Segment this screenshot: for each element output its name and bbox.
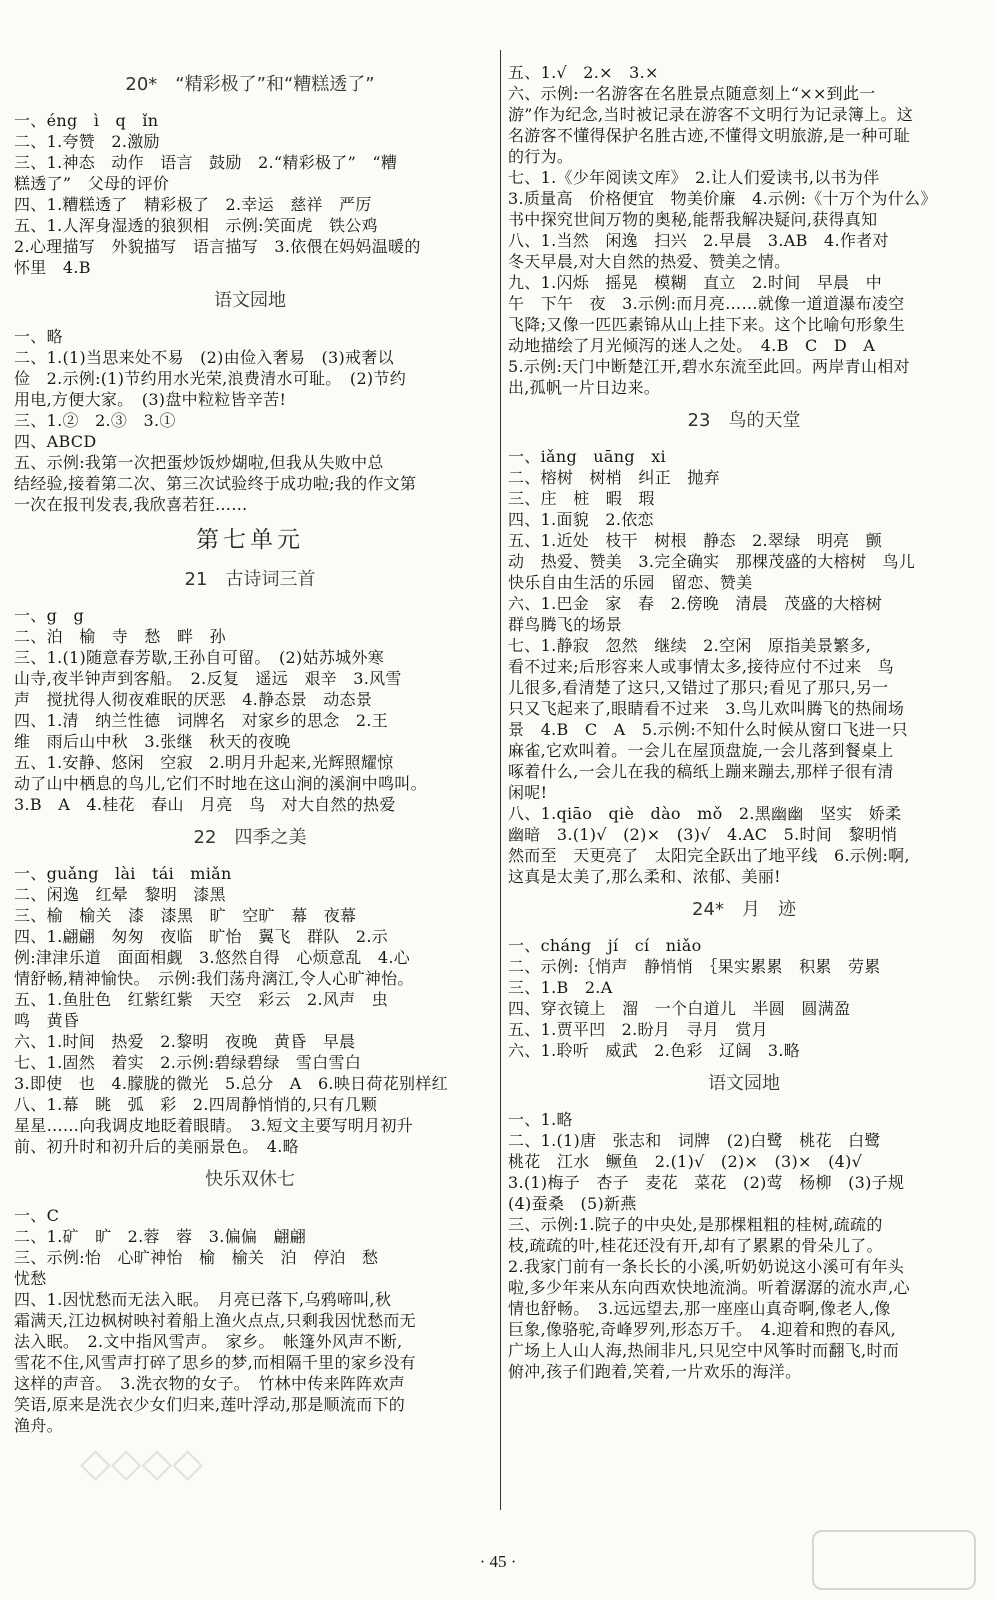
answer-line: 俭 2.示例:(1)节约用水光荣,浪费清水可耻。 (2)节约 <box>14 369 407 388</box>
answer-line: 的行为。 <box>508 147 574 166</box>
answer-line: 维 雨后山中秋 3.张继 秋天的夜晚 <box>14 732 291 751</box>
answer-line: 六、1.时间 热爱 2.黎明 夜晚 黄昏 早晨 <box>14 1032 356 1051</box>
answer-line: 麻雀,它欢叫着。一会儿在屋顶盘旋,一会儿落到餐桌上 <box>508 741 894 760</box>
answer-line: 五、1.贾平凹 2.盼月 寻月 赏月 <box>508 1020 768 1039</box>
answer-line: 二、榕树 树梢 纠正 抛弃 <box>508 468 720 487</box>
answer-line: 三、榆 榆关 漆 漆黑 旷 空旷 幕 夜幕 <box>14 906 357 925</box>
answer-line: 四、穿衣镜上 溜 一个白道儿 半圆 圆满盈 <box>508 999 851 1018</box>
answer-line: 五、1.人浑身湿透的狼狈相 示例:笑面虎 铁公鸡 <box>14 216 378 235</box>
answer-line: 书中探究世间万物的奥秘,能帮我解决疑问,获得真知 <box>508 210 878 229</box>
answer-line: 雪花不住,风雪声打碎了思乡的梦,而相隔千里的家乡没有 <box>14 1353 416 1372</box>
answer-line: 前、初升时和初升后的美丽景色。 4.略 <box>14 1137 299 1156</box>
answer-line: 3.B A 4.桂花 春山 月亮 鸟 对大自然的热爱 <box>14 795 396 814</box>
section-heading: 语文园地 <box>214 290 286 311</box>
section-heading: 语文园地 <box>708 1073 780 1094</box>
answer-line: 动了山中栖息的鸟儿,它们不时地在这山涧的溪涧中鸣叫。 <box>14 774 427 793</box>
answer-line: 四、1.清 纳兰性德 词牌名 对家乡的思念 2.王 <box>14 711 389 730</box>
answer-line: 啦,多少年来从东向西欢快地流淌。听着潺潺的流水声,心 <box>508 1278 910 1297</box>
column-divider <box>500 50 501 1510</box>
answer-line: 法入眠。 2.文中指风雪声。 家乡。 帐篷外风声不断, <box>14 1332 403 1351</box>
answer-line: 四、ABCD <box>14 432 97 451</box>
answer-line: 一、iǎng uāng xi <box>508 447 666 466</box>
answer-line: 动地描绘了月光倾泻的迷人之处。 4.B C D A <box>508 336 876 355</box>
answer-line: 一、éng ì q ǐn <box>14 111 159 130</box>
answer-line: 午 下午 夜 3.示例:而月亮……就像一道道瀑布凌空 <box>508 294 905 313</box>
answer-line: 五、1.鱼肚色 红紫红紫 天空 彩云 2.风声 虫 <box>14 990 389 1009</box>
watermark-stamp: ◇◇◇◇ <box>80 1440 204 1486</box>
answer-line: 八、1.qiāo qiè dào mǒ 2.黑幽幽 坚实 娇柔 <box>508 804 902 823</box>
answer-line: 渔舟。 <box>14 1416 63 1435</box>
answer-line: 冬天早晨,对大自然的热爱、赞美之情。 <box>508 252 791 271</box>
answer-line: 五、示例:我第一次把蛋炒饭炒煳啦,但我从失败中总 <box>14 453 384 472</box>
answer-line: 六、示例:一名游客在名胜景点随意刻上“××到此一 <box>508 84 876 103</box>
answer-line: 一、guǎng lài tái miǎn <box>14 864 232 883</box>
answer-line: 幽暗 3.(1)√ (2)× (3)√ 4.AC 5.时间 黎明悄 <box>508 825 898 844</box>
answer-line: 三、1.② 2.③ 3.① <box>14 411 176 430</box>
answer-line: 二、闲逸 红晕 黎明 漆黑 <box>14 885 226 904</box>
watermark-logo <box>812 1530 976 1590</box>
answer-line: 一、C <box>14 1206 60 1225</box>
page-number: · 45 · <box>479 1552 517 1571</box>
answer-line: 情舒畅,精神愉快。 示例:我们荡舟漓江,令人心旷神怡。 <box>14 969 414 988</box>
answer-line: 五、1.安静、悠闲 空寂 2.明月升起来,光辉照耀惊 <box>14 753 394 772</box>
answer-line: 游”作为纪念,当时被记录在游客不文明行为记录簿上。这 <box>508 105 914 124</box>
answer-line: 二、泊 榆 寺 愁 畔 孙 <box>14 627 226 646</box>
answer-line: 啄着什么,一会儿在我的稿纸上蹦来蹦去,那样子很有清 <box>508 762 894 781</box>
answer-line: 霜满天,江边枫树映衬着船上渔火点点,只剩我因忧愁而无 <box>14 1311 416 1330</box>
answer-line: 五、1.√ 2.× 3.× <box>508 63 659 82</box>
answer-line: 二、1.(1)唐 张志和 词牌 (2)白鹭 桃花 白鹭 <box>508 1131 881 1150</box>
unit-title: 第七单元 <box>196 527 304 553</box>
answer-line: 情也舒畅。 3.远远望去,那一座座山真奇啊,像老人,像 <box>508 1299 891 1318</box>
answer-line: 5.示例:天门中断楚江开,碧水东流至此回。两岸青山相对 <box>508 357 910 376</box>
answer-line: 鸣 黄昏 <box>14 1011 80 1030</box>
section-heading: 21 古诗词三首 <box>184 569 316 590</box>
right-column <box>508 62 980 1382</box>
answer-line: 飞降;又像一匹匹素锦从山上挂下来。这个比喻句形象生 <box>508 315 905 334</box>
answer-line: 用电,方便大家。 (3)盘中粒粒皆辛苦! <box>14 390 287 409</box>
answer-line: 只又飞起来了,眼睛看不过来 3.鸟儿欢叫腾飞的热闹场 <box>508 699 905 718</box>
answer-line: 一次在报刊发表,我欣喜若狂…… <box>14 495 248 514</box>
answer-line: 桃花 江水 鳜鱼 2.(1)√ (2)× (3)× (4)√ <box>508 1152 863 1171</box>
answer-line: 3.质量高 价格便宜 物美价廉 4.示例:《十万个为什么》 <box>508 189 937 208</box>
answer-line: 山寺,夜半钟声到客船。 2.反复 遥远 艰辛 3.风雪 <box>14 669 402 688</box>
answer-line: 群鸟腾飞的场景 <box>508 615 623 634</box>
answer-line: (4)蚕桑 (5)新燕 <box>508 1194 637 1213</box>
answer-line: 然而至 天更亮了 太阳完全跃出了地平线 6.示例:啊, <box>508 846 910 865</box>
answer-line: 出,孤帆一片日边来。 <box>508 378 661 397</box>
answer-line: 七、1.固然 着实 2.示例:碧绿碧绿 雪白雪白 <box>14 1053 362 1072</box>
answer-line: 这真是太美了,那么柔和、浓郁、美丽! <box>508 867 781 886</box>
answer-line: 一、g g <box>14 606 84 625</box>
section-heading: 20* “精彩极了”和“糟糕透了” <box>125 74 375 95</box>
answer-line: 例:津津乐道 面面相觑 3.悠然自得 心烦意乱 4.心 <box>14 948 411 967</box>
answer-line: 忧愁 <box>14 1269 47 1288</box>
answer-line: 2.我家门前有一条长长的小溪,听奶奶说这小溪可有年头 <box>508 1257 905 1276</box>
answer-line: 3.(1)梅子 杏子 麦花 菜花 (2)莺 杨柳 (3)子规 <box>508 1173 905 1192</box>
answer-line: 这样的声音。 3.洗衣物的女子。 竹林中传来阵阵欢声 <box>14 1374 406 1393</box>
answer-line: 三、1.B 2.A <box>508 978 613 997</box>
answer-line: 景 4.B C A 5.示例:不知什么时候从窗口飞进一只 <box>508 720 908 739</box>
answer-line: 3.即使 也 4.朦胧的微光 5.总分 A 6.映日荷花别样红 <box>14 1074 448 1093</box>
answer-line: 一、1.略 <box>508 1110 573 1129</box>
answer-line: 糕透了” 父母的评价 <box>14 174 170 193</box>
left-column <box>14 62 486 1436</box>
answer-line: 二、示例:｛悄声 静悄悄 ｛果实累累 积累 劳累 <box>508 957 881 976</box>
section-heading: 快乐双休七 <box>205 1169 295 1190</box>
answer-line: 枝,疏疏的叶,桂花还没有开,却有了累累的骨朵儿了。 <box>508 1236 883 1255</box>
answer-line: 八、1.当然 闲逸 扫兴 2.早晨 3.AB 4.作者对 <box>508 231 889 250</box>
answer-line: 三、庄 桩 暇 瑕 <box>508 489 655 508</box>
answer-line: 闲呢! <box>508 783 548 802</box>
answer-line: 七、1.《少年阅读文库》 2.让人们爱读书,以书为伴 <box>508 168 880 187</box>
answer-line: 八、1.幕 眺 弧 彩 2.四周静悄悄的,只有几颗 <box>14 1095 378 1114</box>
section-heading: 22 四季之美 <box>193 827 307 848</box>
answer-line: 二、1.矿 旷 2.蓉 蓉 3.偏偏 翩翩 <box>14 1227 307 1246</box>
answer-line: 四、1.面貌 2.依恋 <box>508 510 654 529</box>
answer-line: 儿很多,看清楚了这只,又错过了那只;看见了那只,另一 <box>508 678 889 697</box>
answer-line: 四、1.翩翩 匆匆 夜临 旷怡 翼飞 群队 2.示 <box>14 927 389 946</box>
answer-line: 动 热爱、赞美 3.完全确实 那棵茂盛的大榕树 鸟儿 <box>508 552 916 571</box>
answer-line: 三、示例:怡 心旷神怡 榆 榆关 泊 停泊 愁 <box>14 1248 379 1267</box>
answer-line: 三、示例:1.院子的中央处,是那棵粗粗的桂树,疏疏的 <box>508 1215 883 1234</box>
answer-line: 结经验,接着第二次、第三次试验终于成功啦;我的作文第 <box>14 474 417 493</box>
section-heading: 23 鸟的天堂 <box>687 410 801 431</box>
answer-line: 一、略 <box>14 327 63 346</box>
answer-line: 四、1.因忧愁而无法入眠。 月亮已落下,乌鸦啼叫,秋 <box>14 1290 392 1309</box>
answer-line: 巨象,像骆驼,奇峰罗列,形态万千。 4.迎着和煦的春风, <box>508 1320 897 1339</box>
answer-line: 怀里 4.B <box>14 258 91 277</box>
answer-line: 笑语,原来是洗衣少女们归来,莲叶浮动,那是顺流而下的 <box>14 1395 406 1414</box>
answer-line: 五、1.近处 枝干 树根 静态 2.翠绿 明亮 颤 <box>508 531 883 550</box>
answer-line: 三、1.神态 动作 语言 鼓励 2.“精彩极了” “糟 <box>14 153 398 172</box>
answer-line: 六、1.聆听 威武 2.色彩 辽阔 3.略 <box>508 1041 801 1060</box>
answer-line: 六、1.巴金 家 春 2.傍晚 清晨 茂盛的大榕树 <box>508 594 883 613</box>
answer-line: 星星……向我调皮地眨着眼睛。 3.短文主要写明月初升 <box>14 1116 414 1135</box>
answer-line: 一、cháng jí cí niǎo <box>508 936 702 955</box>
answer-line: 声 搅扰得人彻夜难眠的厌恶 4.静态景 动态景 <box>14 690 373 709</box>
answer-line: 四、1.糟糕透了 精彩极了 2.幸运 慈祥 严厉 <box>14 195 372 214</box>
section-heading: 24* 月 迹 <box>692 899 796 920</box>
answer-line: 俯冲,孩子们跑着,笑着,一片欢乐的海洋。 <box>508 1362 802 1381</box>
answer-line: 二、1.(1)当思来处不易 (2)由俭入奢易 (3)戒奢以 <box>14 348 394 367</box>
answer-line: 快乐自由生活的乐园 留恋、赞美 <box>508 573 753 592</box>
answer-line: 2.心理描写 外貌描写 语言描写 3.依偎在妈妈温暖的 <box>14 237 421 256</box>
answer-line: 广场上人山人海,热闹非凡,只见空中风筝时而翻飞,时而 <box>508 1341 900 1360</box>
answer-line: 三、1.(1)随意春芳歇,王孙自可留。 (2)姑苏城外寒 <box>14 648 385 667</box>
answer-line: 九、1.闪烁 摇晃 模糊 直立 2.时间 早晨 中 <box>508 273 883 292</box>
answer-line: 七、1.静寂 忽然 继续 2.空闲 原指美景繁多, <box>508 636 872 655</box>
answer-line: 看不过来;后形容来人或事情太多,接待应付不过来 鸟 <box>508 657 894 676</box>
answer-line: 名游客不懂得保护名胜古迹,不懂得文明旅游,是一种可耻 <box>508 126 910 145</box>
answer-line: 二、1.夸赞 2.激励 <box>14 132 160 151</box>
